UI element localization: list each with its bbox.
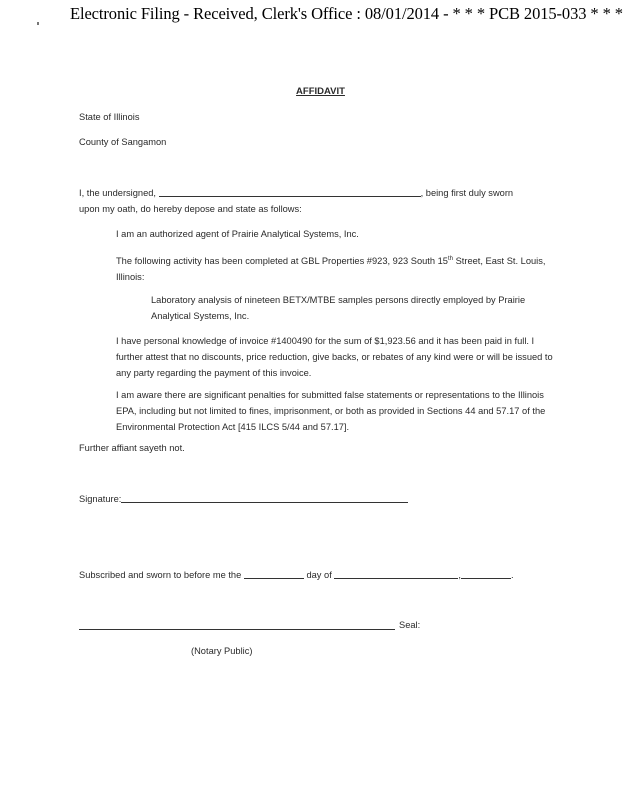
paragraph-laboratory: Laboratory analysis of nineteen BETX/MTBE samples persons directly employed by Prairie Analytical Systems, Inc. <box>151 295 526 321</box>
intro-text-end: , being first duly sworn <box>420 188 514 198</box>
paragraph-invoice: I have personal knowledge of invoice #1400490 for the sum of $1,923.56 and it has been paid in full. I further attest that no discounts, price reduction, give backs, or rebates of any kind were or will be issued to any party regarding the payment of this invoice. <box>116 336 553 378</box>
paragraph-penalties: I am aware there are significant penalties for submitted false statements or representations to the Illinois EPA, including but not limited to fines, imprisonment, or both as provided in Sections 44 and 57.17 of the Environmental Protection Act [415 ILCS 5/44 and 57.17]. <box>116 390 546 432</box>
activity-text: The following activity has been completed at GBL Properties #923, 923 South 15 <box>116 256 448 267</box>
further-affiant: Further affiant sayeth not. <box>79 443 185 453</box>
month-blank[interactable] <box>334 569 458 579</box>
county-line: County of Sangamon <box>79 137 167 147</box>
activity-superscript: th <box>447 256 453 262</box>
undersigned-name-blank[interactable] <box>159 187 421 197</box>
intro-line <box>79 185 513 201</box>
period-text: . <box>510 570 514 580</box>
paragraph-agent: I am an authorized agent of Prairie Analytical Systems, Inc. <box>116 229 359 239</box>
year-blank[interactable] <box>461 569 511 579</box>
electronic-filing-header: Electronic Filing - Received, Clerk's Office : 08/01/2014 - * * * PCB 2015-033 * * * <box>70 4 623 23</box>
subscribed-line <box>79 567 514 583</box>
seal-label: Seal: <box>399 620 421 630</box>
day-of-text: day of <box>306 570 332 580</box>
subscribed-text: Subscribed and sworn to before me the <box>79 570 242 580</box>
intro-text-start: I, the undersigned, <box>79 188 157 198</box>
day-blank[interactable] <box>244 569 304 579</box>
state-line: State of Illinois <box>79 112 140 122</box>
signature-line <box>79 491 408 507</box>
signature-label: Signature: <box>79 494 122 504</box>
scan-speck <box>37 22 39 25</box>
notary-signature-blank[interactable] <box>79 629 395 630</box>
signature-blank[interactable] <box>121 493 408 503</box>
paragraph-activity <box>116 251 556 285</box>
intro-line-2: upon my oath, do hereby depose and state as follows: <box>79 204 302 214</box>
notary-public-label: (Notary Public) <box>191 646 253 656</box>
comma-text: , <box>458 570 461 580</box>
activity-text-end: Street, East St. Louis, Illinois: <box>116 256 546 283</box>
affidavit-title: AFFIDAVIT <box>296 86 345 97</box>
